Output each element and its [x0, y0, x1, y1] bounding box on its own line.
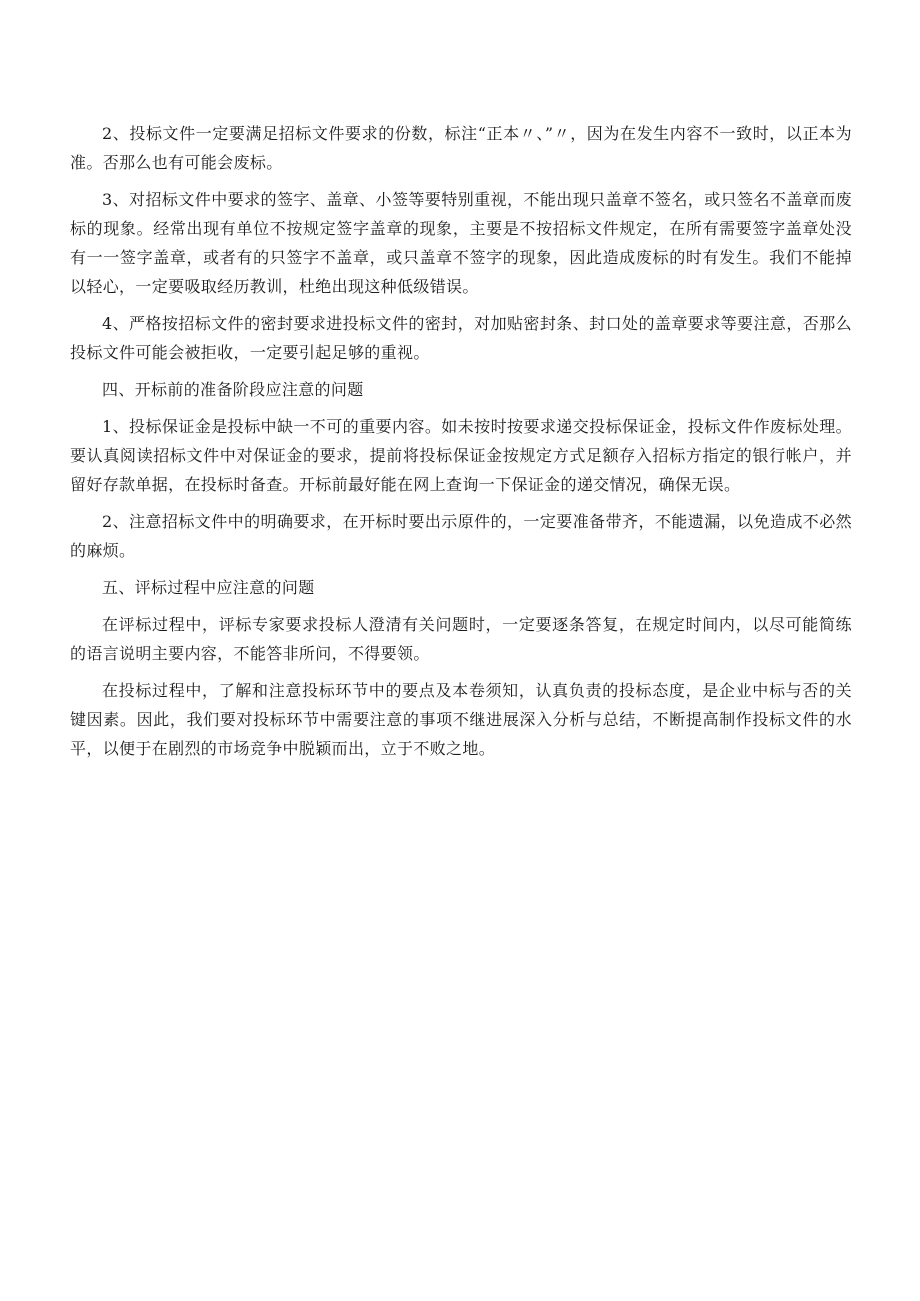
section5-paragraph-1: 在评标过程中，评标专家要求投标人澄清有关问题时，一定要逐条答复，在规定时间内，以尽可能简练的语言说明主要内容，不能答非所问，不得要领。	[70, 615, 852, 663]
section-heading-4: 四、开标前的准备阶段应注意的问题	[102, 380, 364, 399]
paragraph-item-3: 3、对招标文件中要求的签字、盖章、小签等要特别重视，不能出现只盖章不签名，或只签名不盖章而废标的现象。经常出现有单位不按规定签字盖章的现象，主要是不按招标文件规定，在所有需要签字盖章处没有一一签字盖章，或者有的只签字不盖章，或只盖章不签字的现象，因此造成废标的时有发生。我们不能掉以轻心，一定要吸取经历教训，杜绝出现这种低级错误。	[70, 190, 852, 296]
paragraph-item-2: 2、投标文件一定要满足招标文件要求的份数，标注“正本〃、”〃，因为在发生内容不一致时，以正本为准。否那么也有可能会废标。	[70, 124, 852, 172]
paragraph-item-4: 4、严格按招标文件的密封要求进投标文件的密封，对加贴密封条、封口处的盖章要求等要注意，否那么投标文件可能会被拒收，一定要引起足够的重视。	[70, 314, 852, 362]
section5-paragraph-2: 在投标过程中，了解和注意投标环节中的要点及本卷须知，认真负责的投标态度，是企业中标与否的关键因素。因此，我们要对投标环节中需要注意的事项不继进展深入分析与总结，不断提高制作投标文件的水平，以便于在剧烈的市场竞争中脱颖而出，立于不败之地。	[70, 681, 852, 758]
document-page	[70, 119, 852, 771]
section-heading-5: 五、评标过程中应注意的问题	[102, 578, 315, 597]
section4-paragraph-1: 1、投标保证金是投标中缺一不可的重要内容。如未按时按要求递交投标保证金，投标文件作废标处理。要认真阅读招标文件中对保证金的要求，提前将投标保证金按规定方式足额存入招标方指定的银行帐户，并留好存款单据，在投标时备查。开标前最好能在网上查询一下保证金的递交情况，确保无误。	[70, 417, 852, 494]
section4-paragraph-2: 2、注意招标文件中的明确要求，在开标时要出示原件的，一定要准备带齐，不能遗漏，以免造成不必然的麻烦。	[70, 512, 852, 560]
